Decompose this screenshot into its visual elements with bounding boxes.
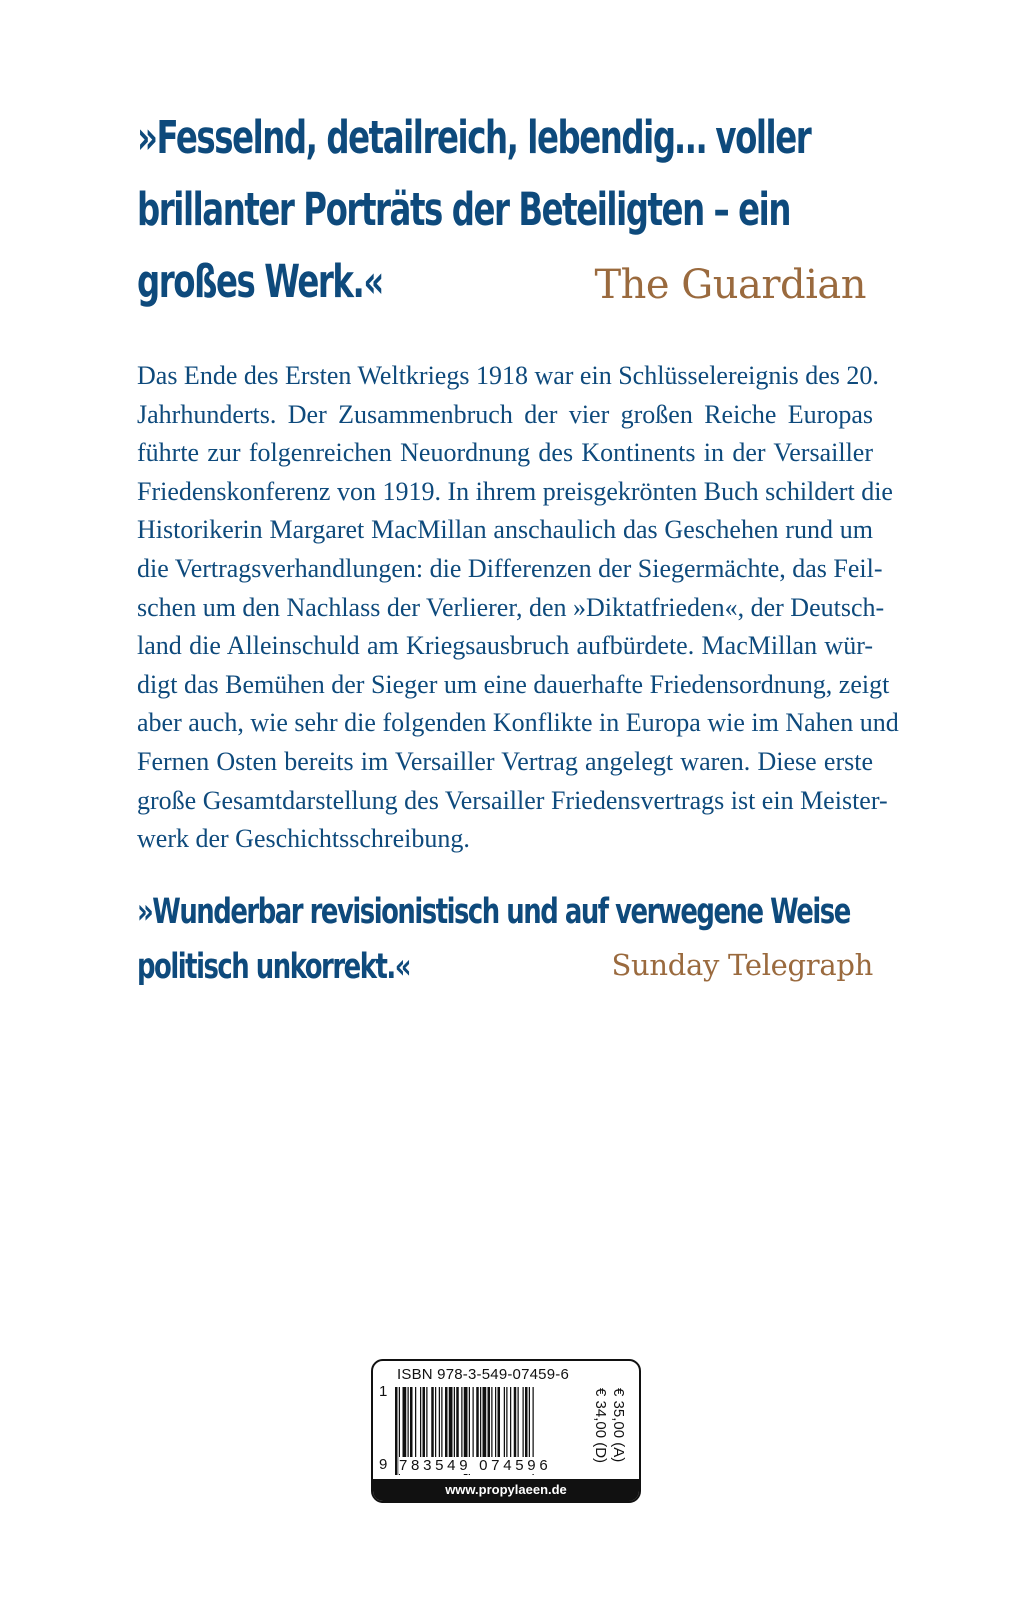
description-line: werk der Geschichtsschreibung. bbox=[137, 824, 470, 854]
barcode-bar bbox=[488, 1387, 491, 1457]
barcode-bar bbox=[435, 1387, 436, 1457]
price-column bbox=[587, 1388, 637, 1480]
barcode-bar bbox=[426, 1387, 427, 1457]
barcode-label bbox=[371, 1359, 641, 1503]
quote-line: »Wunderbar revisionistisch und auf verwegene Weise bbox=[137, 892, 850, 932]
barcode-bar bbox=[525, 1387, 528, 1457]
barcode-bar bbox=[410, 1387, 413, 1457]
book-description bbox=[137, 357, 899, 859]
description-line: Friedenskonferenz von 1919. In ihrem preisgekrönten Buch schildert die bbox=[137, 476, 893, 506]
barcode-bar bbox=[449, 1387, 453, 1457]
description-line: Historikerin Margaret MacMillan anschaulich das Geschehen rund um bbox=[137, 515, 873, 545]
barcode-bar bbox=[439, 1387, 440, 1457]
quote-line: politisch unkorrekt.« bbox=[137, 947, 410, 987]
barcode-bar bbox=[529, 1387, 530, 1457]
barcode-bar bbox=[498, 1387, 501, 1457]
description-line: die Vertragsverhandlungen: die Differenzen der Siegermächte, das Feil- bbox=[137, 553, 883, 583]
barcode-first-digit: 9 bbox=[379, 1456, 388, 1473]
barcode-bar bbox=[454, 1387, 455, 1457]
quote-line: großes Werk.« bbox=[137, 255, 383, 308]
barcode-bar bbox=[480, 1387, 481, 1457]
barcode-bar bbox=[431, 1387, 434, 1457]
barcode-bar bbox=[461, 1387, 462, 1457]
description-line: aber auch, wie sehr die folgenden Konflikte in Europa wie im Nahen und bbox=[137, 708, 899, 738]
barcode-bar bbox=[423, 1387, 426, 1457]
barcode-bar bbox=[518, 1387, 519, 1457]
barcode-bar bbox=[523, 1387, 524, 1457]
barcode-bar bbox=[491, 1387, 492, 1457]
description-line: Jahrhunderts. Der Zusammenbruch der vier großen Reiche Europas bbox=[137, 399, 873, 429]
description-line: digt das Bemühen der Sieger um eine dauerhafte Friedensordnung, zeigt bbox=[137, 669, 890, 699]
description-line: große Gesamtdarstellung des Versailler Friedensvertrags ist ein Meister- bbox=[137, 785, 888, 815]
barcode-bar bbox=[403, 1387, 407, 1457]
barcode-bar bbox=[483, 1387, 487, 1457]
price-germany: € 34,00 (D) bbox=[592, 1388, 609, 1464]
barcode-bar bbox=[445, 1387, 448, 1457]
barcode-bar bbox=[473, 1387, 474, 1457]
isbn-number: ISBN 978-3-549-07459-6 bbox=[397, 1366, 570, 1383]
description-line: Das Ende des Ersten Weltkriegs 1918 war ein Schlüsselereignis des 20. bbox=[137, 361, 879, 390]
barcode-bar bbox=[415, 1387, 416, 1457]
barcode-bar bbox=[441, 1387, 442, 1457]
quote-line: brillanter Porträts der Beteiligten – ein bbox=[137, 183, 790, 236]
publisher-website: www.propylaeen.de bbox=[373, 1479, 639, 1501]
description-line: Fernen Osten bereits im Versailler Vertrag angelegt waren. Diese erste bbox=[137, 746, 873, 776]
barcode-bar bbox=[495, 1387, 496, 1457]
barcode-digits: 783549 074596 bbox=[399, 1457, 552, 1474]
description-line: schen um den Nachlass der Verlierer, den »Diktatfrieden«, der Deutsch- bbox=[137, 592, 885, 622]
barcode-leading-digit: 1 bbox=[379, 1383, 388, 1400]
quote-line: »Fesselnd, detailreich, lebendig… voller bbox=[137, 111, 811, 164]
barcode-bar bbox=[504, 1387, 505, 1457]
price-austria: € 35,00 (A) bbox=[610, 1388, 627, 1463]
barcode-bar bbox=[476, 1387, 479, 1457]
barcode-bar bbox=[514, 1387, 517, 1457]
barcode-bar bbox=[408, 1387, 409, 1457]
barcode-bar bbox=[456, 1387, 459, 1457]
barcode-bar bbox=[506, 1387, 507, 1457]
barcode-bar bbox=[420, 1387, 421, 1457]
description-line: führte zur folgenreichen Neuordnung des Kontinents in der Versailler bbox=[137, 438, 873, 468]
barcode-bar bbox=[395, 1387, 398, 1475]
quote-source-telegraph: Sunday Telegraph bbox=[611, 948, 873, 982]
description-line: land die Alleinschuld am Kriegsausbruch aufbürdete. MacMillan wür- bbox=[137, 631, 873, 661]
barcode-bar bbox=[510, 1387, 511, 1457]
quote-source-guardian: The Guardian bbox=[594, 262, 866, 308]
